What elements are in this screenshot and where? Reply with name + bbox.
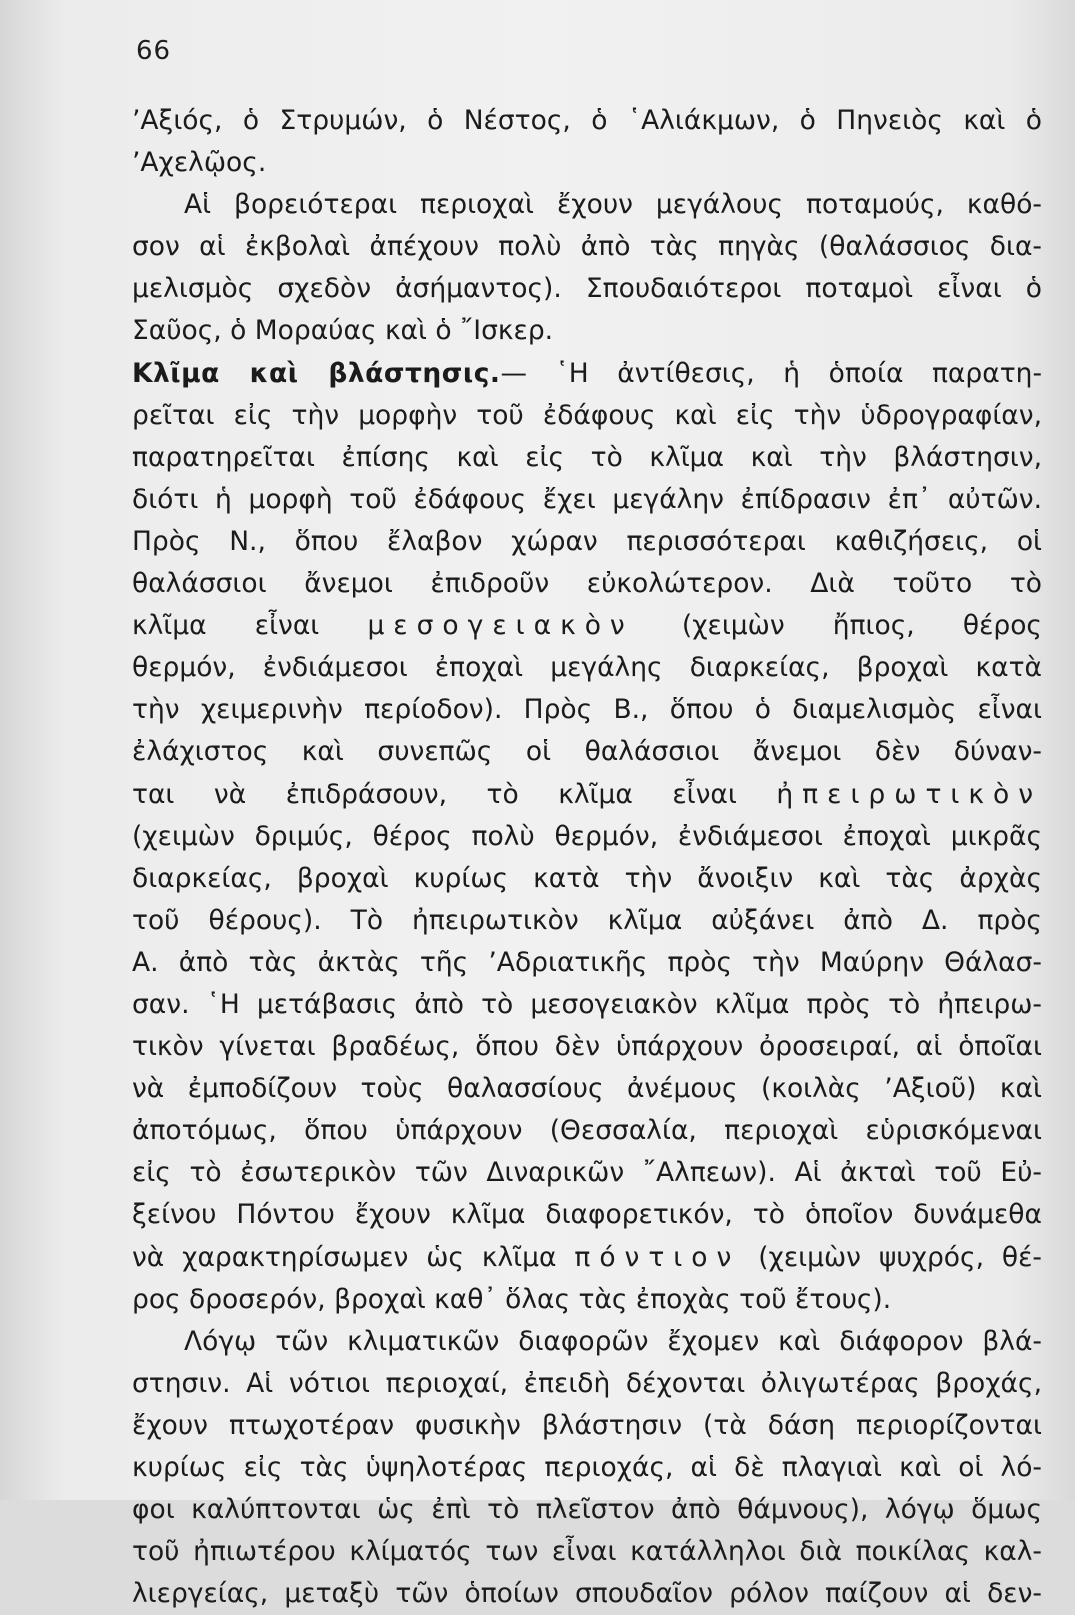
text-line: (χειμὼν δριμύς, θέρος πολὺ θερμόν, ἐνδιάμεσοι ἐποχαὶ μικρᾶς — [132, 820, 1042, 852]
text-line: θαλάσσιοι ἄνεμοι ἐπιδροῦν εὐκολώτερον. Διὰ τοῦτο τὸ — [132, 568, 1042, 600]
text-line: τοῦ ἠπιωτέρου κλίματός των εἶναι κατάλληλοι διὰ ποικίλας καλ- — [132, 1536, 1042, 1568]
text-line: τικὸν γίνεται βραδέως, ὅπου δὲν ὑπάρχουν ὀροσειραί, αἱ ὁποῖαι — [132, 1031, 1042, 1063]
text-line: φοι καλύπτονται ὡς ἐπὶ τὸ πλεῖστον ἀπὸ θάμνους), λόγῳ ὅμως — [132, 1494, 1042, 1526]
text-fragment: (χειμὼν ψυχρός, θέ- — [758, 1241, 1042, 1273]
text-line: Σαῦος, ὁ Μοραύας καὶ ὁ ῎Ισκερ. — [132, 315, 554, 347]
text-line: ’Αξιός, ὁ Στρυμών, ὁ Νέστος, ὁ ῾Αλιάκμων, ὁ Πηνειὸς καὶ ὁ — [132, 105, 1042, 136]
heading-continuation: — ῾Η ἀντίθεσις, ἡ ὁποία παρατη- — [500, 357, 1043, 389]
section-heading-line — [132, 353, 1042, 395]
text-line: Πρὸς Ν., ὅπου ἔλαβον χώραν περισσότεραι καθιζήσεις, οἱ — [132, 525, 1042, 557]
text-line — [132, 605, 1042, 647]
text-line: διαρκείας, βροχαὶ κυρίως κατὰ τὴν ἄνοιξιν καὶ τὰς ἀρχὰς — [132, 862, 1042, 894]
text-fragment: ται νὰ ἐπιδράσουν, τὸ κλῖμα εἶναι — [132, 778, 737, 810]
page-number: 66 — [136, 36, 172, 66]
text-line: τοῦ θέρους). Τὸ ἠπειρωτικὸν κλῖμα αὐξάνει ἀπὸ Δ. πρὸς — [132, 904, 1042, 936]
text-fragment: (χειμὼν ἤπιος, θέρος — [681, 610, 1042, 642]
text-line: λιεργείας, μεταξὺ τῶν ὁποίων σπουδαῖον ρόλον παίζουν αἱ δεν- — [132, 1578, 1042, 1610]
text-line: Α. ἀπὸ τὰς ἀκτὰς τῆς ’Αδριατικῆς πρὸς τὴν Μαύρην Θάλασ- — [132, 946, 1042, 978]
text-line: Λόγῳ τῶν κλιματικῶν διαφορῶν ἔχομεν καὶ διάφορον βλά- — [184, 1325, 1042, 1357]
text-line — [132, 1237, 1042, 1279]
text-fragment: νὰ χαρακτηρίσωμεν ὡς κλῖμα — [132, 1241, 557, 1273]
body-text — [132, 100, 1042, 1615]
text-fragment: κλῖμα εἶναι — [132, 610, 320, 642]
emphasized-term: μεσογειακὸν — [367, 610, 634, 642]
text-line: νὰ ἐμποδίζουν τοὺς θαλασσίους ἀνέμους (κοιλὰς ’Αξιοῦ) καὶ — [132, 1073, 1042, 1105]
text-line: ρος δροσερόν, βροχαὶ καθ᾽ ὅλας τὰς ἐποχὰς τοῦ ἔτους). — [132, 1283, 892, 1315]
text-line: παρατηρεῖται ἐπίσης καὶ εἰς τὸ κλῖμα καὶ τὴν βλάστησιν, — [132, 441, 1042, 473]
text-line: εἰς τὸ ἐσωτερικὸν τῶν Διναρικῶν ῎Αλπεων). Αἱ ἀκταὶ τοῦ Εὐ- — [132, 1157, 1042, 1189]
section-heading: Κλῖμα καὶ βλάστησις. — [132, 357, 501, 389]
emphasized-term: πόντιον — [574, 1241, 741, 1273]
text-line: μελισμὸς σχεδὸν ἀσήμαντος). Σπουδαιότεροι ποταμοὶ εἶναι ὁ — [132, 273, 1042, 305]
text-line: ἀποτόμως, ὅπου ὑπάρχουν (Θεσσαλία, περιοχαὶ εὑρισκόμεναι — [132, 1115, 1042, 1147]
emphasized-term: ἠπειρωτικὸν — [776, 778, 1042, 810]
text-line: σον αἱ ἐκβολαὶ ἀπέχουν πολὺ ἀπὸ τὰς πηγὰς (θαλάσσιος δια- — [132, 231, 1042, 263]
text-line: διότι ἡ μορφὴ τοῦ ἐδάφους ἔχει μεγάλην ἐπίδρασιν ἐπ᾽ αὐτῶν. — [132, 483, 1042, 515]
text-line: ρεῖται εἰς τὴν μορφὴν τοῦ ἐδάφους καὶ εἰς τὴν ὑδρογραφίαν, — [132, 399, 1042, 431]
text-line: Αἱ βορειότεραι περιοχαὶ ἔχουν μεγάλους ποταμούς, καθό- — [184, 189, 1042, 221]
text-line: ’Αχελῷος. — [132, 147, 267, 179]
text-line: θερμόν, ἐνδιάμεσοι ἐποχαὶ μεγάλης διαρκείας, βροχαὶ κατὰ — [132, 652, 1042, 684]
text-line: στησιν. Αἱ νότιοι περιοχαί, ἐπειδὴ δέχονται ὀλιγωτέρας βροχάς, — [132, 1367, 1042, 1399]
text-line: ξείνου Πόντου ἔχουν κλῖμα διαφορετικόν, τὸ ὁποῖον δυνάμεθα — [132, 1199, 1042, 1231]
text-line: κυρίως εἰς τὰς ὑψηλοτέρας περιοχάς, αἱ δὲ πλαγιαὶ καὶ οἱ λό- — [132, 1452, 1042, 1483]
text-line — [132, 774, 1042, 816]
text-line: ἐλάχιστος καὶ συνεπῶς οἱ θαλάσσιοι ἄνεμοι δὲν δύναν- — [132, 736, 1042, 768]
text-line: ἔχουν πτωχοτέραν φυσικὴν βλάστησιν (τὰ δάση περιορίζονται — [132, 1409, 1042, 1441]
text-line: τὴν χειμερινὴν περίοδον). Πρὸς Β., ὅπου ὁ διαμελισμὸς εἶναι — [132, 694, 1042, 726]
text-line: σαν. ῾Η μετάβασις ἀπὸ τὸ μεσογειακὸν κλῖμα πρὸς τὸ ἠπειρω- — [132, 988, 1042, 1020]
